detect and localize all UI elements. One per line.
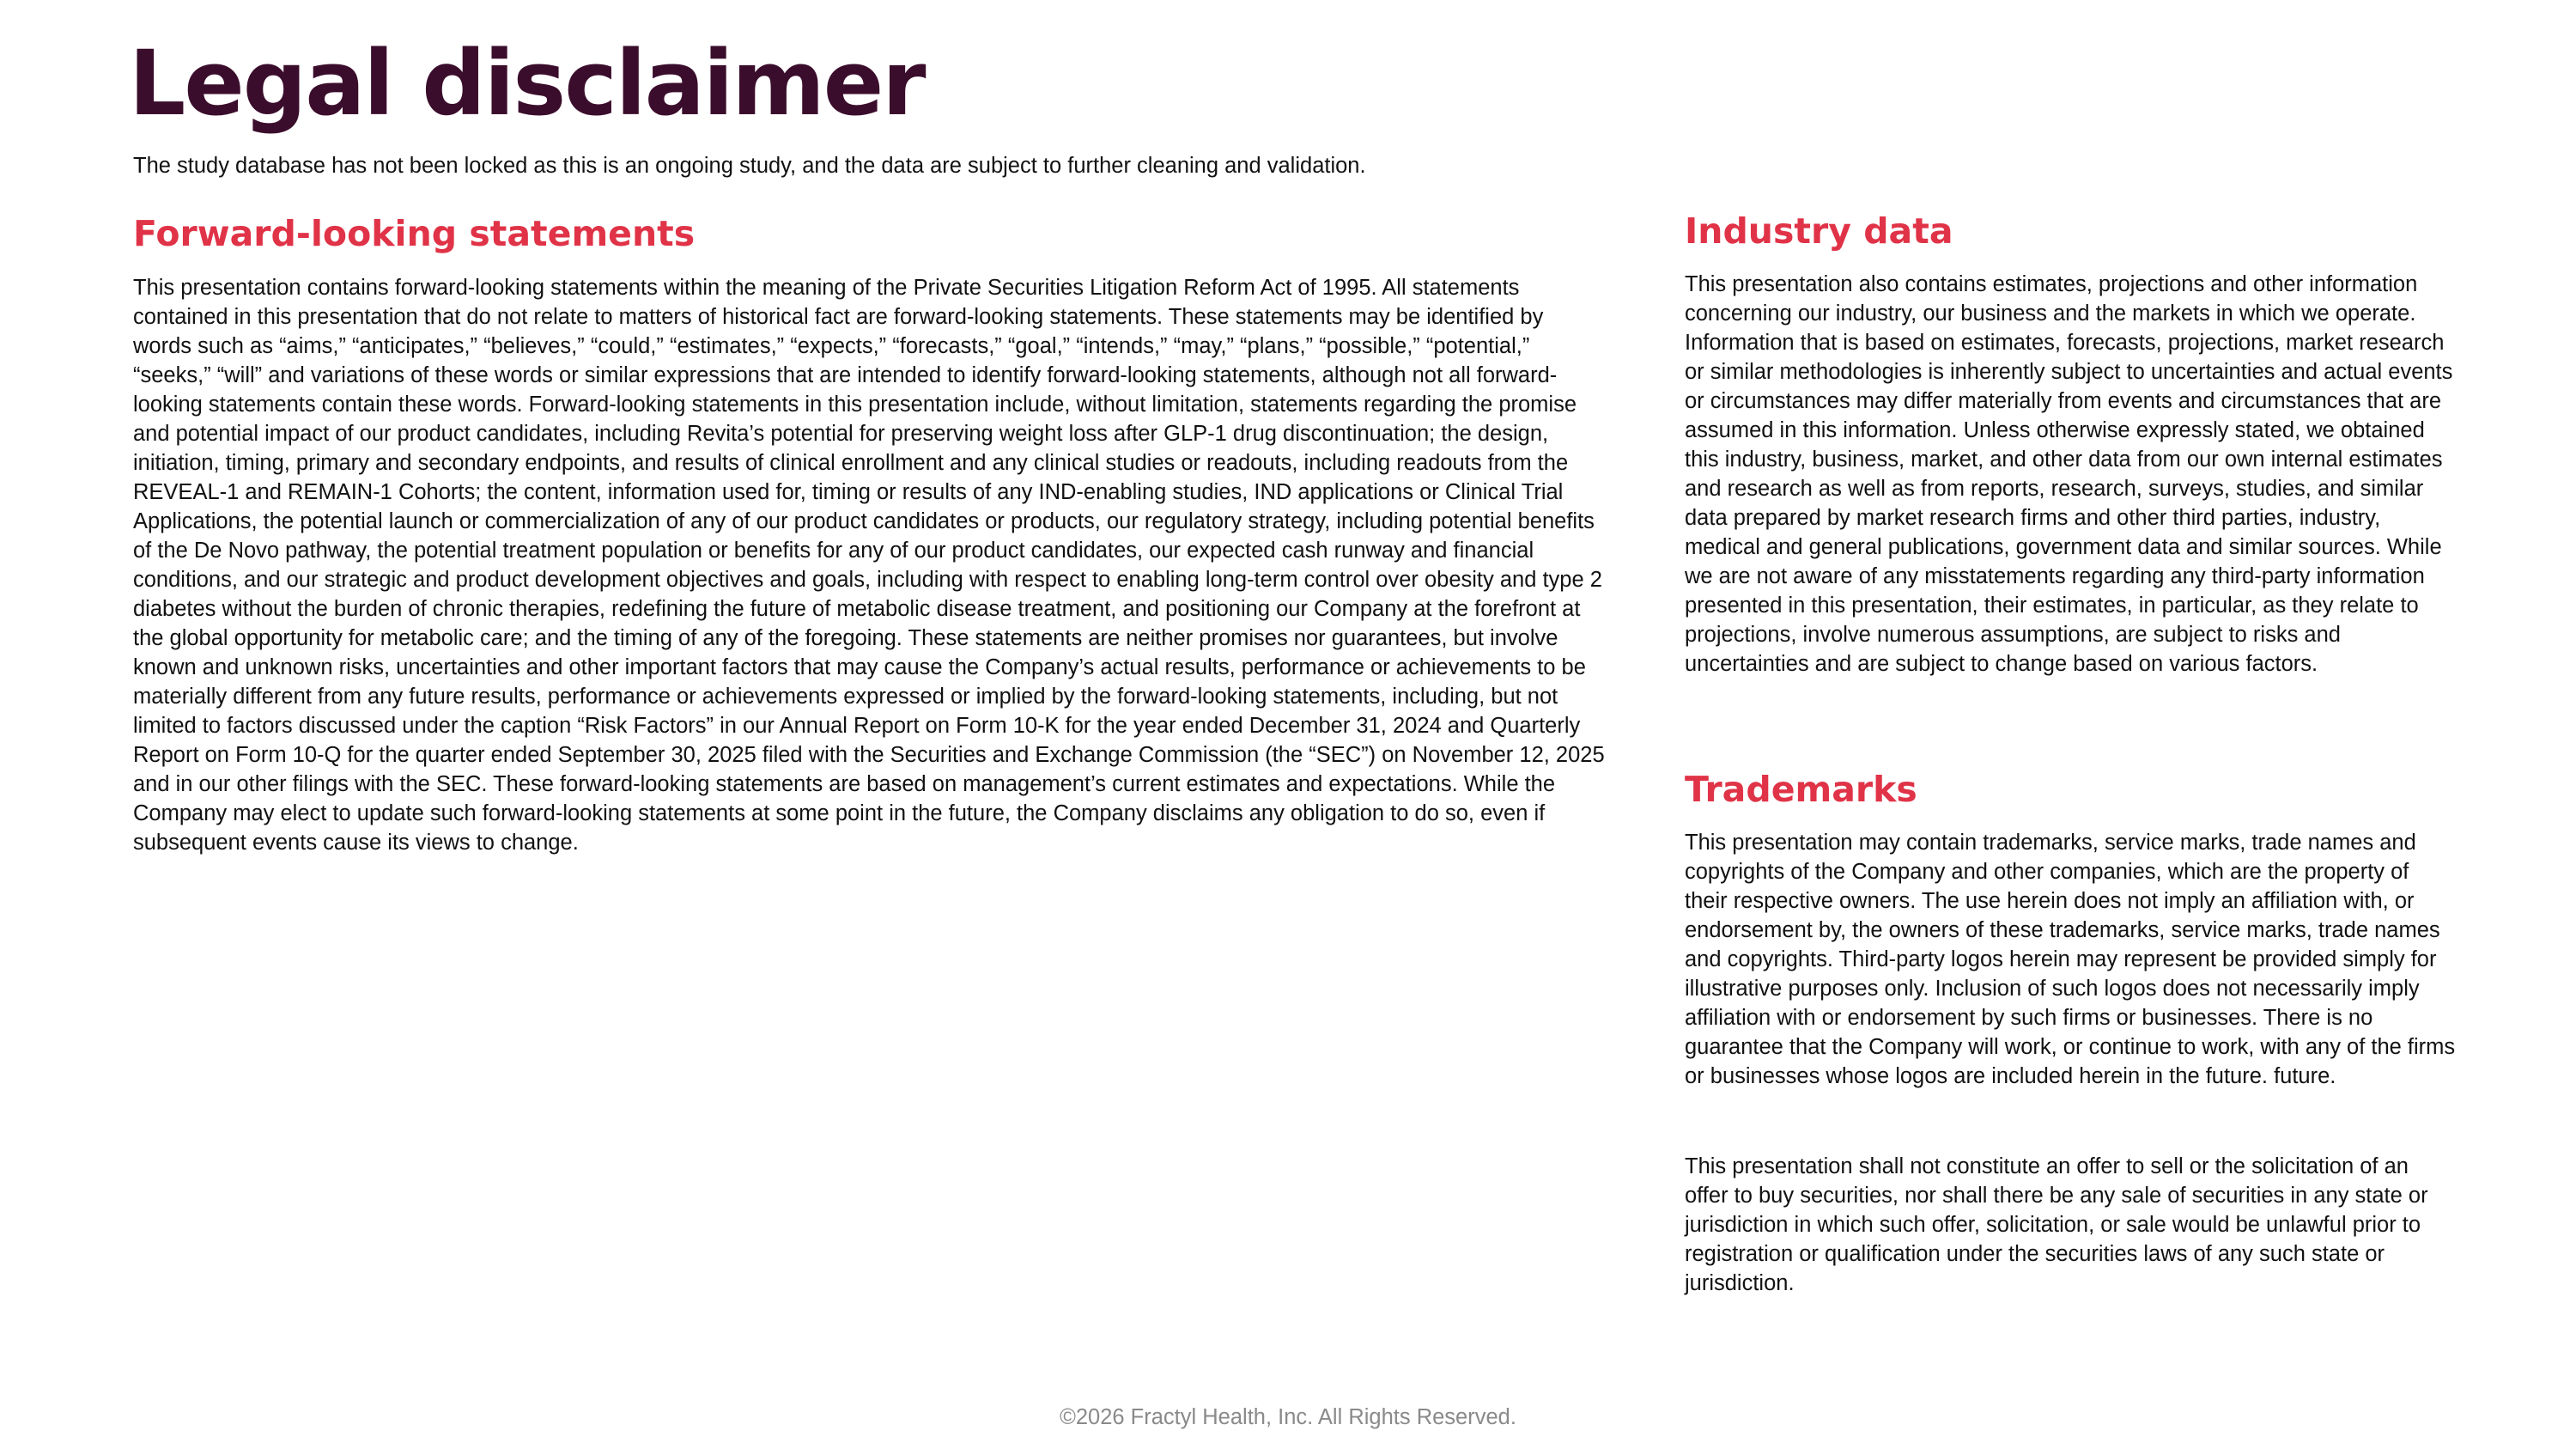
study-database-notice: The study database has not been locked as this is an ongoing study, and the data are subject to further cleaning and validation. [133, 154, 1366, 178]
page-title: Legal disclaimer [129, 31, 925, 136]
industry-data-heading: Industry data [1685, 210, 1953, 252]
industry-data-body: This presentation also contains estimates, projections and other information concerning our industry, our business and the markets in which we operate. Information that is based on estimates, forecasts, projections, market research or similar methodologies is inherently subject to uncertainties and actual events or circumstances may differ materially from events and circumstances that are assumed in this information. Unless otherwise expressly stated, we obtained this industry, business, market, and other data from our own internal estimates and research as well as from reports, research, surveys, studies, and similar data prepared by market research firms and other third parties, industry, medical and general publications, government data and similar sources. While we are not aware of any misstatements regarding any third-party information presented in this presentation, their estimates, in particular, as they relate to projections, involve numerous assumptions, are subject to risks and uncertainties and are subject to change based on various factors. [1685, 272, 2453, 676]
forward-looking-body: This presentation contains forward-looking statements within the meaning of the Private Securities Litigation Reform Act of 1995. All statements contained in this presentation that do not relate to matters of historical fact are forward-looking statements. These statements may be identified by words such as “aims,” “anticipates,” “believes,” “could,” “estimates,” “expects,” “forecasts,” “goal,” “intends,” “may,” “plans,” “possible,” “potential,” “seeks,” “will” and variations of these words or similar expressions that are intended to identify forward-looking statements, although not all forward-looking statements contain these words. Forward-looking statements in this presentation include, without limitation, statements regarding the promise and potential impact of our product candidates, including Revita’s potential for preserving weight loss after GLP-1 drug discontinuation; the design, initiation, timing, primary and secondary endpoints, and results of clinical enrollment and any clinical studies or readouts, including readouts from the REVEAL-1 and REMAIN-1 Cohorts; the content, information used for, timing or results of any IND-enabling studies, IND applications or Clinical Trial Applications, the potential launch or commercialization of any of our product candidates or products, our regulatory strategy, including potential benefits of the De Novo pathway, the potential treatment population or benefits for any of our product candidates, our expected cash runway and financial conditions, and our strategic and product development objectives and goals, including with respect to enabling long-term control over obesity and type 2 diabetes without the burden of chronic therapies, redefining the future of metabolic disease treatment, and positioning our Company at the forefront at the global opportunity for metabolic care; and the timing of any of the foregoing. These statements are neither promises nor guarantees, but involve known and unknown risks, uncertainties and other important factors that may cause the Company’s actual results, performance or achievements to be materially different from any future results, performance or achievements expressed or implied by the forward-looking statements, including, but not limited to factors discussed under the caption “Risk Factors” in our Annual Report on Form 10-K for the year ended December 31, 2024 and Quarterly Report on Form 10-Q for the quarter ended September 30, 2025 filed with the Securities and Exchange Commission (the “SEC”) on November 12, 2025 and in our other filings with the SEC. These forward-looking statements are based on management’s current estimates and expectations. While the Company may elect to update such forward-looking statements at some point in the future, the Company disclaims any obligation to do so, even if subsequent events cause its views to change. [133, 276, 1605, 855]
forward-looking-heading: Forward-looking statements [133, 213, 696, 254]
trademarks-heading: Trademarks [1685, 769, 1917, 810]
offer-disclaimer-body: This presentation shall not constitute an offer to sell or the solicitation of an offer to buy securities, nor shall there be any sale of securities in any state or jurisdiction in which such offer, solicitation, or sale would be unlawful prior to registration or qualification under the securities laws of any such state or jurisdiction. [1685, 1154, 2428, 1295]
copyright-footer: ©2026 Fractyl Health, Inc. All Rights Reserved. [1060, 1405, 1516, 1429]
trademarks-body: This presentation may contain trademarks, service marks, trade names and copyrights of the Company and other companies, which are the property of their respective owners. The use herein does not imply an affiliation with, or endorsement by, the owners of these trademarks, service marks, trade names and copyrights. Third-party logos herein may represent be provided simply for illustrative purposes only. Inclusion of such logos does not necessarily imply affiliation with or endorsement by such firms or businesses. There is no guarantee that the Company will work, or continue to work, with any of the firms or businesses whose logos are included herein in the future. future. [1685, 831, 2456, 1088]
